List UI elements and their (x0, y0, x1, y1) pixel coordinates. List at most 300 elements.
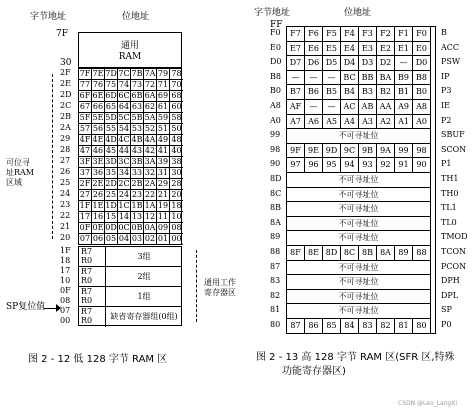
sfr-bit-cell: B0 (413, 85, 431, 100)
sfr-non-bit-cell: 不可寻址位 (287, 290, 431, 305)
sfr-bit-cell: 89 (395, 246, 413, 261)
byte-addr-label: 23 (60, 200, 71, 209)
sfr-byte-addr: A8 (270, 101, 281, 110)
sfr-register-name: SCON (441, 144, 467, 154)
sfr-byte-addr: B8 (270, 71, 281, 81)
bit-cell: 6E (92, 91, 104, 100)
byte-addr-label: 28 (60, 145, 71, 154)
sfr-bit-cell: 83 (359, 319, 377, 334)
sfr-bit-cell: 82 (377, 319, 395, 334)
bit-cell: 77 (79, 80, 91, 89)
sfr-bit-cell: D4 (341, 56, 359, 71)
bit-cell: 44 (118, 146, 130, 155)
bit-cell: 30 (171, 168, 182, 177)
bit-cell: 60 (171, 102, 182, 111)
bit-cell: 70 (171, 80, 182, 89)
bit-cell: 52 (144, 124, 156, 133)
bit-cell: 65 (105, 102, 117, 111)
bit-cell: 13 (131, 212, 143, 221)
sfr-bit-cell: D3 (359, 56, 377, 71)
sfr-non-bit-cell: 不可寻址位 (287, 129, 431, 144)
bit-cell: 3C (118, 157, 130, 166)
sfr-bit-cell: BB (359, 71, 377, 86)
group-top-addr: 1F (60, 246, 71, 255)
group-divider (79, 286, 181, 287)
bit-cell: 4D (105, 135, 117, 144)
sfr-bit-cell: D2 (377, 56, 395, 71)
bit-cell: 6F (79, 91, 91, 100)
general-ram-label-2: RAM (118, 52, 142, 62)
bit-cell: 4C (118, 135, 130, 144)
bit-cell: 0A (144, 223, 156, 232)
sfr-bit-cell: B1 (395, 85, 413, 100)
bit-cell: 20 (171, 190, 182, 199)
bit-cell: 69 (157, 91, 169, 100)
bit-cell: 7B (131, 69, 143, 78)
group-col-divider (105, 287, 106, 307)
bit-cell: 3D (105, 157, 117, 166)
reg-r0-label: R0 (81, 296, 93, 305)
sfr-register-name: B (441, 28, 447, 37)
sfr-bit-cell: F5 (323, 27, 341, 42)
sfr-bit-cell: 9A (377, 144, 395, 159)
bit-cell: 57 (79, 124, 91, 133)
bit-cell: 1A (144, 201, 156, 210)
sfr-bit-cell: 88 (413, 246, 431, 261)
bit-cell: 49 (157, 135, 169, 144)
bit-cell: 19 (157, 201, 169, 210)
sfr-bit-cell: A6 (305, 115, 323, 130)
bit-cell: 11 (157, 212, 169, 221)
bit-area-label-1: 可位寻 (6, 158, 30, 167)
right-top-addr: FF (270, 20, 283, 30)
sfr-bit-cell: B2 (377, 85, 395, 100)
bit-cell: 0C (118, 223, 130, 232)
general-ram-box (78, 32, 182, 68)
sfr-bit-cell: 8B (359, 246, 377, 261)
bit-cell: 0E (92, 223, 104, 232)
sfr-byte-addr: 87 (270, 261, 281, 271)
byte-addr-label: 2B (60, 112, 71, 121)
sfr-grid (286, 26, 436, 334)
bit-cell: 2F (79, 179, 91, 188)
sfr-byte-addr: A0 (270, 115, 281, 125)
addr-30: 30 (60, 58, 72, 68)
bit-cell: 21 (157, 190, 169, 199)
bit-cell: 46 (92, 146, 104, 155)
reg-r7-label: R7 (81, 267, 93, 276)
sfr-register-name: PSW (441, 57, 461, 67)
left-header-byte-addr: 字节地址 (30, 12, 67, 22)
bit-cell: 17 (79, 212, 91, 221)
sfr-bit-cell: F4 (341, 27, 359, 42)
right-header-byte-addr: 字节地址 (254, 8, 291, 18)
bit-cell: 31 (157, 168, 169, 177)
sfr-bit-cell: 9E (305, 144, 323, 159)
bit-cell: 16 (92, 212, 104, 221)
sp-arrow-icon (56, 304, 61, 312)
sfr-bit-cell: 91 (395, 158, 413, 173)
sfr-bit-cell: F7 (287, 27, 305, 42)
sfr-byte-addr: 88 (270, 247, 281, 256)
sfr-bit-cell: E7 (287, 42, 305, 57)
bit-cell: 08 (171, 223, 182, 232)
bit-cell: 2C (118, 179, 130, 188)
sfr-bit-cell: D7 (287, 56, 305, 71)
sfr-register-name: TMOD (441, 232, 468, 242)
bit-cell: 05 (105, 234, 117, 243)
sfr-bit-cell: AA (377, 100, 395, 115)
sfr-byte-addr: 99 (270, 130, 281, 140)
byte-addr-label: 22 (60, 211, 71, 220)
sfr-bit-cell: B8 (413, 71, 431, 86)
sfr-bit-cell: — (305, 71, 323, 86)
sfr-bit-cell: 86 (305, 319, 323, 334)
bit-cell: 79 (157, 69, 169, 78)
reg-r0-label: R0 (81, 316, 93, 325)
bit-cell: 45 (105, 146, 117, 155)
sfr-non-bit-cell: 不可寻址位 (287, 231, 431, 246)
bit-cell: 3B (131, 157, 143, 166)
sfr-bit-cell: AC (341, 100, 359, 115)
bit-cell: 5B (131, 113, 143, 122)
sfr-bit-cell: A4 (341, 115, 359, 130)
sfr-bit-cell: 87 (287, 319, 305, 334)
bit-cell: 5C (118, 113, 130, 122)
reg-group-name: 1组 (137, 292, 151, 301)
bit-cell: 3F (79, 157, 91, 166)
bit-cell: 35 (105, 168, 117, 177)
sfr-bit-cell: 99 (395, 144, 413, 159)
sfr-bit-cell: — (323, 100, 341, 115)
sfr-register-name: ACC (441, 42, 460, 52)
bit-cell: 40 (171, 146, 182, 155)
sfr-bit-cell: E5 (323, 42, 341, 57)
bit-cell: 1E (92, 201, 104, 210)
bit-cell: 39 (157, 157, 169, 166)
sfr-byte-addr: D0 (270, 57, 282, 67)
sfr-register-name: DPL (441, 290, 459, 300)
bit-cell: 25 (105, 190, 117, 199)
sfr-register-name: SP (441, 305, 452, 315)
bit-cell: 06 (92, 234, 104, 243)
sfr-register-name: DPH (441, 276, 460, 286)
bit-cell: 56 (92, 124, 104, 133)
bit-cell: 64 (118, 102, 130, 111)
bit-cell: 66 (92, 102, 104, 111)
bit-cell: 6C (118, 91, 130, 100)
sfr-non-bit-cell: 不可寻址位 (287, 304, 431, 319)
bit-cell: 78 (171, 69, 182, 78)
sfr-non-bit-cell: 不可寻址位 (287, 173, 431, 188)
group-col-divider (105, 267, 106, 287)
sfr-byte-addr: 89 (270, 232, 281, 242)
bit-cell: 3E (92, 157, 104, 166)
sfr-bit-cell: A3 (359, 115, 377, 130)
bit-cell: 32 (144, 168, 156, 177)
bit-cell: 62 (144, 102, 156, 111)
bit-area-bracket (52, 74, 53, 239)
bit-cell: 7C (118, 69, 130, 78)
group-divider (79, 266, 181, 267)
bit-cell: 5E (92, 113, 104, 122)
sfr-bit-cell: D0 (413, 56, 431, 71)
sfr-bit-cell: A8 (413, 100, 431, 115)
right-header-bit-addr: 位地址 (344, 8, 372, 18)
sfr-bit-cell: B7 (287, 85, 305, 100)
byte-addr-label: 2C (60, 101, 72, 110)
sfr-register-name: TH1 (441, 174, 459, 183)
bit-cell: 42 (144, 146, 156, 155)
bit-cell: 1D (105, 201, 117, 210)
bit-cell: 33 (131, 168, 143, 177)
sfr-register-name: P3 (441, 86, 452, 96)
bit-cell: 0F (79, 223, 91, 232)
sfr-bit-cell: 8E (305, 246, 323, 261)
left-caption: 图 2 - 12 低 128 字节 RAM 区 (28, 354, 168, 365)
work-reg-label (204, 278, 236, 298)
group-bottom-addr: 08 (60, 296, 71, 305)
sfr-register-name: P1 (441, 159, 452, 169)
bit-cell: 2A (144, 179, 156, 188)
bit-cell: 4B (131, 135, 143, 144)
sfr-bit-cell: 9B (359, 144, 377, 159)
sfr-bit-cell: — (395, 56, 413, 71)
bit-cell: 7A (144, 69, 156, 78)
byte-addr-label: 29 (60, 134, 71, 143)
sfr-byte-addr: 80 (270, 320, 281, 329)
sfr-byte-addr: F0 (270, 28, 281, 37)
sfr-byte-addr: 83 (270, 276, 281, 286)
sfr-register-name: TCON (441, 247, 467, 256)
sp-reset-label: SP复位值 (6, 302, 46, 312)
sfr-bit-cell: F2 (377, 27, 395, 42)
sfr-bit-cell: F1 (395, 27, 413, 42)
sfr-register-name: PCON (441, 261, 467, 271)
sfr-byte-addr: 98 (270, 144, 281, 154)
bit-cell: 24 (118, 190, 130, 199)
bit-cell: 01 (157, 234, 169, 243)
sfr-bit-cell: — (305, 100, 323, 115)
sfr-byte-addr: 90 (270, 159, 281, 169)
right-caption-line2: 功能寄存器区) (282, 366, 346, 377)
sfr-bit-cell: 85 (323, 319, 341, 334)
sfr-bit-cell: 8A (377, 246, 395, 261)
bit-cell: 51 (157, 124, 169, 133)
sfr-bit-cell: B3 (359, 85, 377, 100)
sfr-bit-cell: 9D (323, 144, 341, 159)
bit-cell: 41 (157, 146, 169, 155)
sfr-bit-cell: 8D (323, 246, 341, 261)
bit-cell: 09 (157, 223, 169, 232)
sfr-register-name: TL0 (441, 217, 457, 227)
reg-r0-label: R0 (81, 256, 93, 265)
bit-cell: 75 (105, 80, 117, 89)
bit-cell: 71 (157, 80, 169, 89)
sfr-bit-cell: E6 (305, 42, 323, 57)
sfr-register-name: IP (441, 71, 450, 81)
sfr-register-name: P2 (441, 115, 452, 125)
bit-cell: 47 (79, 146, 91, 155)
sfr-register-name: P0 (441, 320, 452, 329)
sfr-non-bit-cell: 不可寻址位 (287, 261, 431, 276)
bit-cell: 0D (105, 223, 117, 232)
sfr-bit-cell: 94 (341, 158, 359, 173)
work-reg-label-2: 寄存器区 (204, 288, 236, 297)
sfr-bit-cell: E0 (413, 42, 431, 57)
sfr-byte-addr: 8C (270, 188, 282, 198)
bit-area-label-3: 区域 (6, 178, 22, 187)
sfr-non-bit-cell: 不可寻址位 (287, 188, 431, 203)
sfr-register-name: IE (441, 101, 450, 110)
sfr-non-bit-cell: 不可寻址位 (287, 275, 431, 290)
bit-cell: 72 (144, 80, 156, 89)
bit-cell: 4F (79, 135, 91, 144)
group-top-addr: 07 (60, 306, 71, 315)
sfr-bit-cell: 92 (377, 158, 395, 173)
bit-area-label (6, 158, 34, 188)
left-top-addr: 7F (56, 29, 68, 39)
bit-cell: 7E (92, 69, 104, 78)
bit-cell: 5D (105, 113, 117, 122)
sfr-bit-cell: E3 (359, 42, 377, 57)
sfr-bit-cell: 97 (287, 158, 305, 173)
sfr-byte-addr: 82 (270, 290, 281, 300)
bit-cell: 67 (79, 102, 91, 111)
register-groups-box (78, 246, 182, 326)
reg-group-name: 缺省寄存器组(0组) (110, 312, 178, 321)
sfr-bit-cell: 98 (413, 144, 431, 159)
byte-addr-label: 2F (60, 68, 71, 77)
sfr-bit-cell: 84 (341, 319, 359, 334)
bit-cell: 29 (157, 179, 169, 188)
bit-addressable-grid (78, 68, 182, 245)
byte-addr-label: 25 (60, 178, 71, 187)
reg-group-name: 3组 (137, 252, 151, 261)
bit-cell: 5F (79, 113, 91, 122)
bit-cell: 28 (171, 179, 182, 188)
sfr-bit-cell: E2 (377, 42, 395, 57)
bit-cell: 22 (144, 190, 156, 199)
group-divider (79, 306, 181, 307)
sfr-bit-cell: A5 (323, 115, 341, 130)
sfr-bit-cell: F0 (413, 27, 431, 42)
sfr-bit-cell: BC (341, 71, 359, 86)
sfr-bit-cell: D6 (305, 56, 323, 71)
reg-group-name: 2组 (137, 272, 151, 281)
bit-cell: 10 (171, 212, 182, 221)
bit-cell: 1C (118, 201, 130, 210)
byte-addr-label: 21 (60, 222, 71, 231)
bit-cell: 27 (79, 190, 91, 199)
sfr-register-name: TH0 (441, 188, 459, 198)
sfr-bit-cell: A9 (395, 100, 413, 115)
bit-cell: 54 (118, 124, 130, 133)
sfr-byte-addr: E0 (270, 42, 281, 52)
byte-addr-label: 2D (60, 90, 72, 99)
sfr-non-bit-cell: 不可寻址位 (287, 217, 431, 232)
sfr-bit-cell: B5 (323, 85, 341, 100)
sfr-bit-cell: B4 (341, 85, 359, 100)
bit-cell: 26 (92, 190, 104, 199)
group-bottom-addr: 00 (60, 316, 71, 325)
bit-cell: 73 (131, 80, 143, 89)
sfr-bit-cell: A7 (287, 115, 305, 130)
group-col-divider (105, 307, 106, 327)
sfr-bit-cell: 8C (341, 246, 359, 261)
sfr-bit-cell: BA (377, 71, 395, 86)
watermark: CSDN @Leo_LangXi (398, 400, 458, 407)
sfr-register-name: TL1 (441, 203, 457, 213)
bit-area-label-2: 址RAM (6, 168, 34, 177)
sfr-bit-cell: AF (287, 100, 305, 115)
sfr-byte-addr: 81 (270, 305, 281, 315)
sfr-bit-cell: AB (359, 100, 377, 115)
bit-cell: 4E (92, 135, 104, 144)
bit-cell: 1F (79, 201, 91, 210)
group-bottom-addr: 18 (60, 256, 71, 265)
bit-cell: 5A (144, 113, 156, 122)
bit-cell: 1B (131, 201, 143, 210)
bit-cell: 6A (144, 91, 156, 100)
sfr-register-name: SBUF (441, 130, 465, 140)
bit-cell: 14 (118, 212, 130, 221)
bit-cell: 04 (118, 234, 130, 243)
bit-cell: 53 (131, 124, 143, 133)
sfr-bit-cell: B9 (395, 71, 413, 86)
general-ram-label-1: 通用 (120, 41, 139, 51)
right-caption-line1: 图 2 - 13 高 128 字节 RAM 区(SFR 区,特殊 (256, 352, 455, 363)
bit-cell: 37 (79, 168, 91, 177)
bit-cell: 34 (118, 168, 130, 177)
sfr-bit-cell: 8F (287, 246, 305, 261)
sfr-bit-cell: F6 (305, 27, 323, 42)
sfr-bit-cell: A1 (395, 115, 413, 130)
bit-cell: 02 (144, 234, 156, 243)
sfr-bit-cell: 9F (287, 144, 305, 159)
bit-cell: 2E (92, 179, 104, 188)
group-col-divider (105, 247, 106, 267)
sfr-byte-addr: B0 (270, 86, 281, 96)
byte-addr-label: 20 (60, 233, 71, 242)
left-header-bit-addr: 位地址 (122, 12, 150, 22)
bit-cell: 07 (79, 234, 91, 243)
bit-cell: 6B (131, 91, 143, 100)
sfr-bit-cell: D5 (323, 56, 341, 71)
reg-r7-label: R7 (81, 247, 93, 256)
bit-cell: 38 (171, 157, 182, 166)
group-top-addr: 0F (60, 286, 71, 295)
sfr-bit-cell: B6 (305, 85, 323, 100)
bit-cell: 18 (171, 201, 182, 210)
bit-cell: 15 (105, 212, 117, 221)
bit-cell: 63 (131, 102, 143, 111)
bit-cell: 61 (157, 102, 169, 111)
sfr-bit-cell: E4 (341, 42, 359, 57)
bit-cell: 6D (105, 91, 117, 100)
work-reg-label-1: 通用工作 (204, 278, 236, 287)
sfr-bit-cell: A0 (413, 115, 431, 130)
bit-cell: 2D (105, 179, 117, 188)
byte-addr-label: 2A (60, 123, 71, 132)
bit-cell: 7D (105, 69, 117, 78)
sfr-bit-cell: 80 (413, 319, 431, 334)
sfr-bit-cell: 96 (305, 158, 323, 173)
group-top-addr: 17 (60, 266, 71, 275)
bit-cell: 0B (131, 223, 143, 232)
sfr-bit-cell: 9C (341, 144, 359, 159)
sfr-bit-cell: 95 (323, 158, 341, 173)
